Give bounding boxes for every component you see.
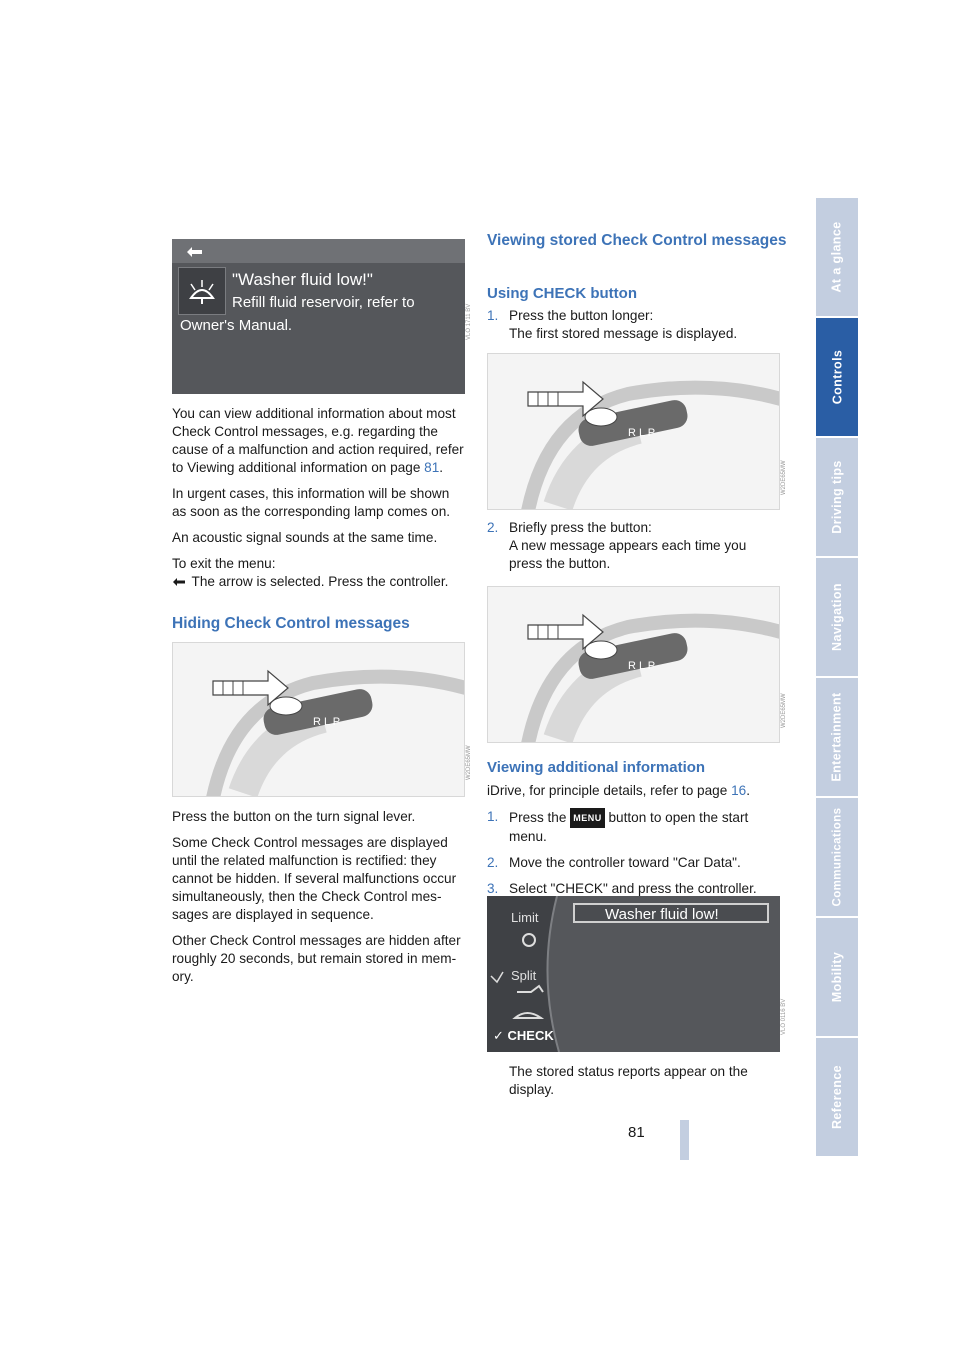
tab-label: Controls <box>830 349 844 405</box>
check-control-display-image <box>172 239 465 394</box>
step-1-menu: 1. Press the MENU button to open the start menu. <box>487 809 749 844</box>
tab-communications[interactable] <box>816 798 858 918</box>
tab-label: Entertainment <box>830 692 844 782</box>
image-code: VLO 0116 BV <box>781 998 787 1035</box>
turn-signal-lever-image <box>487 353 780 510</box>
para-acoustic: An acoustic signal sounds at the same time. <box>172 530 438 545</box>
turn-signal-lever-image <box>172 642 465 797</box>
heading-viewing-additional: Viewing additional information <box>487 759 706 776</box>
para-arrow-selected: The arrow is selected. Press the controller. <box>172 573 467 591</box>
check-menu-display-image <box>487 896 780 1052</box>
tab-label: Driving tips <box>830 460 844 534</box>
image-code: W2DE65MW <box>466 745 472 780</box>
page-number-bar <box>680 1120 689 1160</box>
page-link[interactable]: 16 <box>731 783 747 798</box>
tab-label: Navigation <box>830 583 844 651</box>
menu-item-check: ✓ CHECK <box>493 1028 554 1043</box>
display-top-bar <box>172 239 465 263</box>
image-code: W2DE65MW <box>781 460 787 495</box>
page-number: 81 <box>628 1124 645 1141</box>
tab-at-a-glance[interactable] <box>816 198 858 318</box>
para-other-messages: Other Check Control messages are hidden after roughly 20 seconds, but remain stored in mem-ory. <box>172 933 461 984</box>
tab-navigation[interactable] <box>816 558 858 678</box>
tab-mobility[interactable] <box>816 918 858 1038</box>
page-link[interactable]: 81 <box>424 460 440 475</box>
para-idrive: iDrive, for principle details, refer to page 16. <box>487 783 750 798</box>
tab-driving-tips[interactable] <box>816 438 858 558</box>
washer-fluid-message: Washer fluid low! <box>573 903 769 923</box>
menu-item-split: Split <box>511 968 537 983</box>
tab-label: At a glance <box>830 221 844 293</box>
para-press-button: Press the button on the turn signal lever. <box>172 809 416 824</box>
heading-hiding-messages: Hiding Check Control messages <box>172 615 410 632</box>
para-stored-status: The stored status reports appear on the display. <box>509 1064 748 1097</box>
para-urgent: In urgent cases, this information will be shown as soon as the corresponding lamp comes on. <box>172 486 451 519</box>
svg-text:R L P: R L P <box>628 660 656 672</box>
display-message-line2: Refill fluid reservoir, refer to <box>232 294 415 311</box>
tab-controls[interactable] <box>816 318 858 438</box>
washer-fluid-icon <box>178 267 226 315</box>
display-message-title: "Washer fluid low!" <box>232 270 373 289</box>
turn-signal-lever-image <box>487 586 780 743</box>
back-arrow-icon <box>172 576 188 587</box>
para-exit-menu: To exit the menu: <box>172 556 276 571</box>
heading-using-check: Using CHECK button <box>487 285 637 302</box>
step-2: 2. Briefly press the button: A new message appears each time you press the button. <box>487 520 747 571</box>
tab-label: Communications <box>831 807 844 907</box>
heading-viewing-stored: Viewing stored Check Control messages <box>487 232 787 249</box>
back-arrow-icon <box>184 243 206 259</box>
menu-button-icon: MENU <box>570 808 605 828</box>
step-2-controller: 2. Move the controller toward "Car Data". <box>487 855 741 870</box>
svg-text:R L P: R L P <box>628 427 656 439</box>
tab-reference[interactable] <box>816 1038 858 1158</box>
svg-text:R L P: R L P <box>313 716 341 728</box>
step-3-select-check: 3. Select "CHECK" and press the controller. <box>487 881 757 896</box>
tab-entertainment[interactable] <box>816 678 858 798</box>
para-additional-info: You can view additional information about most Check Control messages, e.g. regarding the cause of a malfunction and action required, refer to Viewing additional information on page 81. <box>172 406 464 475</box>
tab-label: Reference <box>830 1064 844 1130</box>
image-code: VLO 1711 BV <box>466 303 472 340</box>
tab-label: Mobility <box>830 951 845 1003</box>
step-1: 1. Press the button longer: The first stored message is displayed. <box>487 308 738 341</box>
image-code: W2DE65MW <box>781 693 787 728</box>
menu-item-limit: Limit <box>511 910 539 925</box>
para-some-messages: Some Check Control messages are displayed until the related malfunction is rectified: they cannot be hidden. If several malfunctions occur simultaneously, then the Check Control mes-sages are displayed in sequence. <box>172 835 457 922</box>
display-message-line3: Owner's Manual. <box>180 317 293 334</box>
